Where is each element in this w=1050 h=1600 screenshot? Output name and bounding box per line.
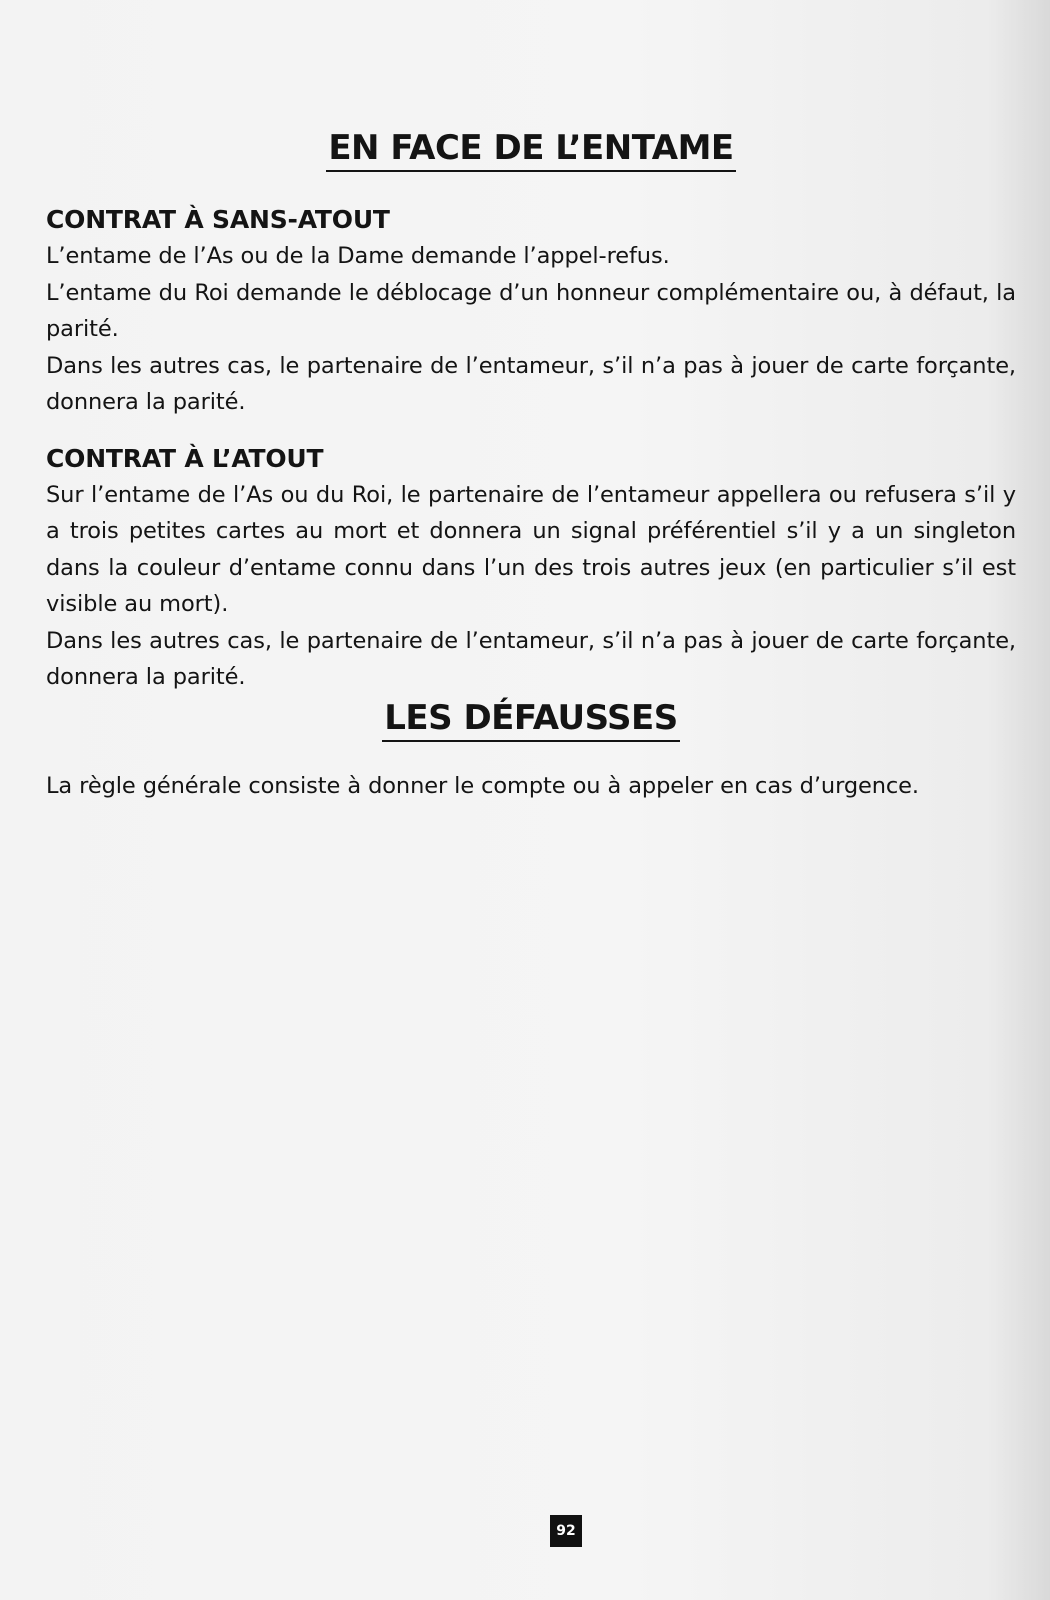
paragraph-atout-1: Sur l’entame de l’As ou du Roi, le partenaire de l’entameur appellera ou refusera s’il y a trois petites cartes au mort et donnera un signal préférentiel s’il y a un singleton dans la couleur d’entame connu dans l’un des trois autres jeux (en particulier s’il est visible au mort). — [46, 481, 1016, 617]
page-number: 92 — [550, 1515, 582, 1547]
paragraph-atout-2: Dans les autres cas, le partenaire de l’entameur, s’il n’a pas à jouer de carte forçante, donnera la parité. — [46, 627, 1016, 690]
section-title-les-defausses: LES DÉFAUSSES — [46, 698, 1016, 742]
paragraph-sans-atout-2: L’entame du Roi demande le déblocage d’un honneur complémentaire ou, à défaut, la parité. — [46, 279, 1016, 342]
paragraph-sans-atout-3: Dans les autres cas, le partenaire de l’entameur, s’il n’a pas à jouer de carte forçante, donnera la parité. — [46, 352, 1016, 415]
subsection-heading-sans-atout: CONTRAT À SANS-ATOUT — [46, 205, 390, 234]
paragraph-defausses-1: La règle générale consiste à donner le compte ou à appeler en cas d’urgence. — [46, 772, 919, 799]
paragraph-sans-atout-1: L’entame de l’As ou de la Dame demande l’appel-refus. — [46, 243, 670, 269]
section-title-en-face-de-lentame: EN FACE DE L’ENTAME — [46, 128, 1016, 172]
page-content — [46, 128, 1016, 804]
subsection-heading-atout: CONTRAT À L’ATOUT — [46, 443, 324, 473]
